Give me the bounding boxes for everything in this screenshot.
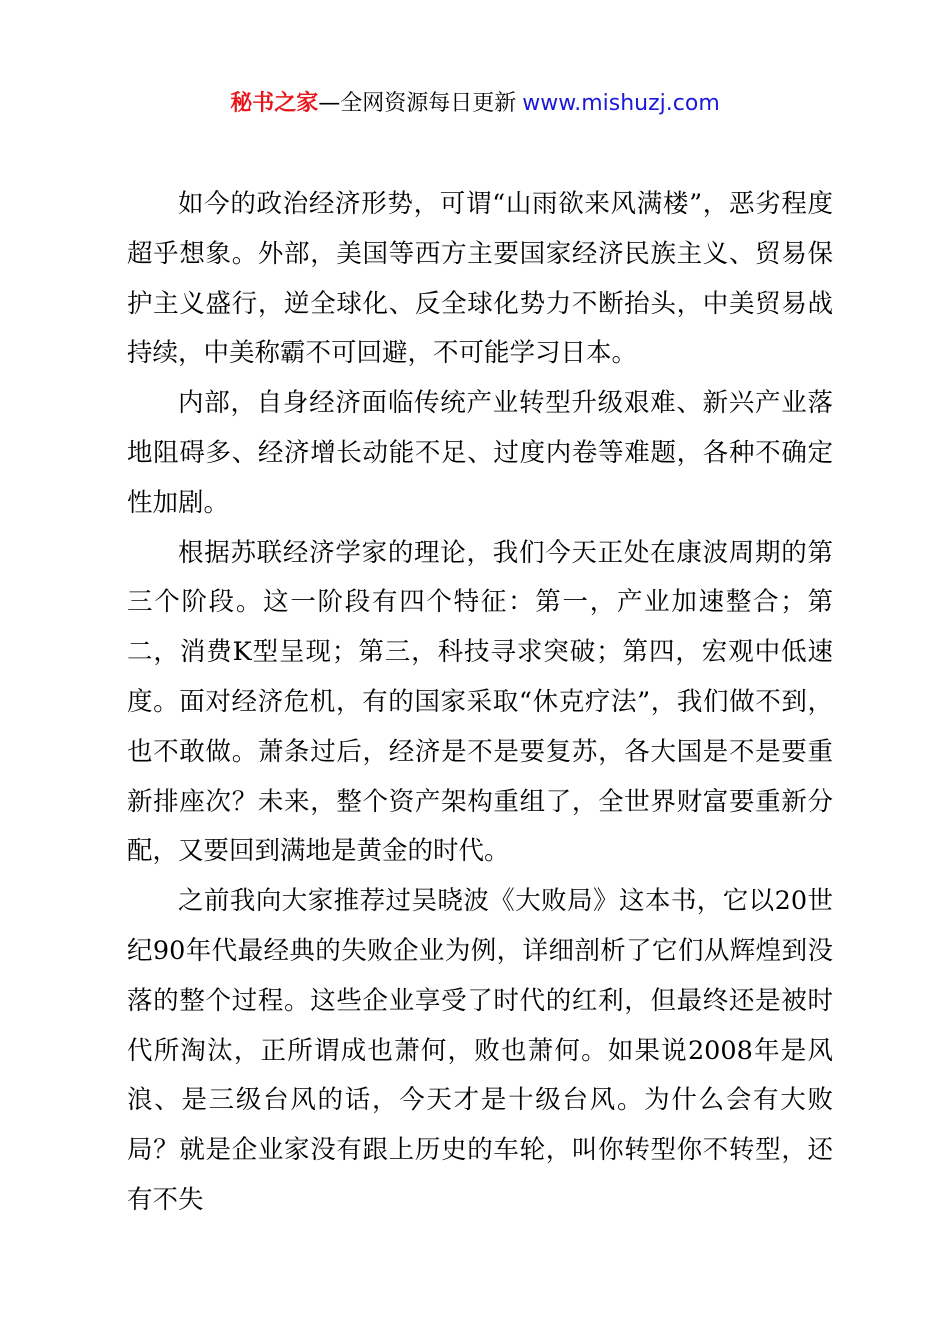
- brand-name: 秘书之家: [230, 91, 319, 116]
- paragraph-1: 如今的政治经济形势，可谓“山雨欲来风满楼”，恶劣程度超乎想象。外部，美国等西方主要国家经济民族主义、贸易保护主义盛行，逆全球化、反全球化势力不断抬头，中美贸易战持续，中美称霸不可回避，不可能学习日本。: [127, 189, 833, 369]
- header-tagline: —全网资源每日更新: [318, 91, 517, 116]
- paragraph-2: 内部，自身经济面临传统产业转型升级艰难、新兴产业落地阻碍多、经济增长动能不足、过度内卷等难题，各种不确定性加剧。: [127, 388, 833, 518]
- paragraph-4: 之前我向大家推荐过吴晓波《大败局》这本书，它以20世纪90年代最经典的失败企业为例，详细剖析了它们从辉煌到没落的整个过程。这些企业享受了时代的红利，但最终还是被时代所淘汰，正所谓成也萧何，败也萧何。如果说2008年是风浪、是三级台风的话，今天才是十级台风。为什么会有大败局？就是企业家没有跟上历史的车轮，叫你转型你不转型，还有不失: [127, 886, 833, 1215]
- document-body: [127, 180, 833, 1226]
- page-header: [0, 88, 950, 120]
- website-link[interactable]: www.mishuzj.com: [522, 91, 720, 116]
- paragraph-3: 根据苏联经济学家的理论，我们今天正处在康波周期的第三个阶段。这一阶段有四个特征：第一，产业加速整合；第二，消费K型呈现；第三，科技寻求突破；第四，宏观中低速度。面对经济危机，有的国家采取“休克疗法”，我们做不到，也不敢做。萧条过后，经济是不是要复苏，各大国是不是要重新排座次？未来，整个资产架构重组了，全世界财富要重新分配，又要回到满地是黄金的时代。: [127, 537, 833, 867]
